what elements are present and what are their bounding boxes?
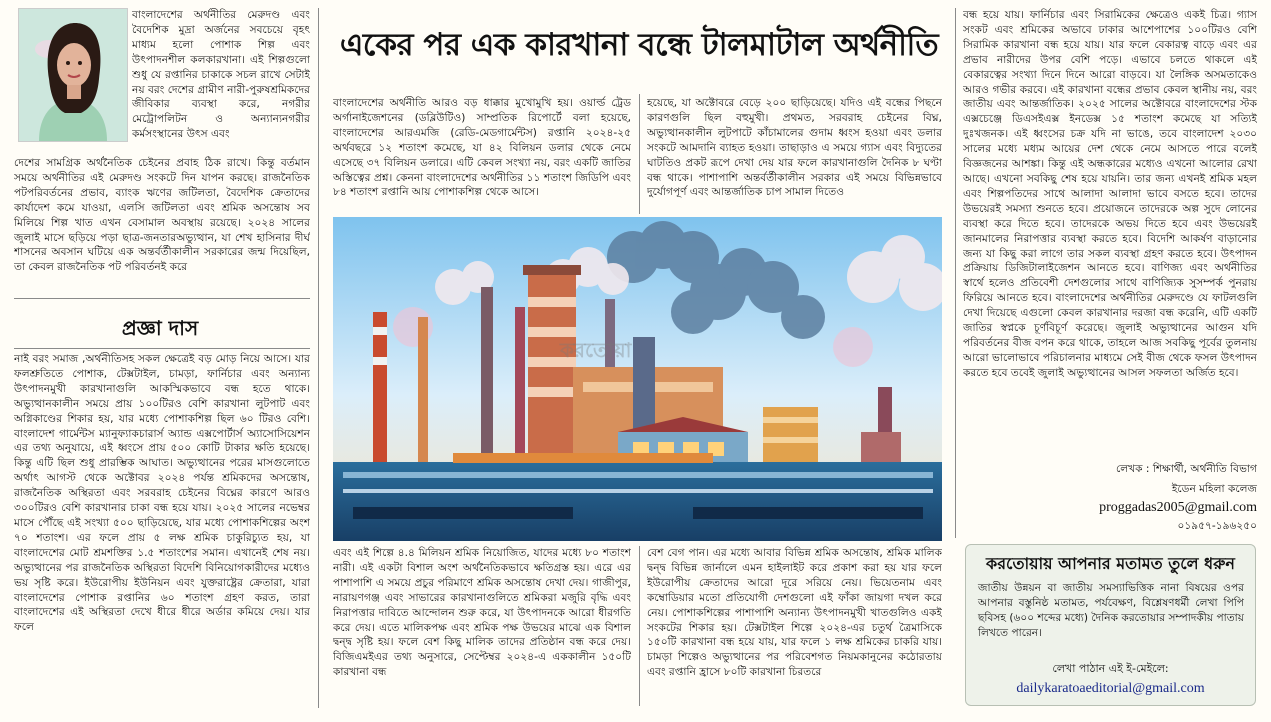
column-rule (639, 94, 640, 214)
column-rule (318, 8, 319, 708)
signature-college: ইডেন মহিলা কলেজ (1171, 483, 1257, 495)
opinion-send-label: লেখা পাঠান এই ই-মেইলে: (1052, 662, 1169, 675)
col4-text: বন্ধ হয়ে যায়। ফার্নিচার এবং সিরামিকের ক্ষেত্রেও একই চিত্র। গ্যাস সংকট এবং শ্রমিকের অভাবে ঢাকার আশেপাশের ১০০টিরও বেশি সিরামিক কারখানা বন্ধ হয়ে যায়। যার ফলে বেকারত্ব বাড়ে এবং এর প্রভাব নারীদের উপর বেশি পড়ে। এভাবে চলতে থাকলে এই বেকারত্বের সংখ্যা দিনে দিনে আরো বাড়বে। যা লৈঙ্গিক অসমতাকেও আরও গভীর করবে। এই কারখানা বন্ধের প্রভাব কেবল স্থানীয় নয়, বরং জাতীয় এবং আন্তর্জাতিক। ২০২৫ সালের অক্টোবরে বাংলাদেশের স্টক এক্সচেঞ্জে ডিএসইএক্স ইনডেক্স ১৫ শতাংশ কমেছে যা সত্যিই দুঃখজনক। এই ধ্বংসের চক্র যদি না ভাঙে, তবে বাংলাদেশ ২০৩০ সালের মধ্যে মধ্যম আয়ের দেশ থেকে নেমে আসতে পারে বলেই বিজ্ঞজনের আশঙ্কা। কিন্তু এই অন্ধকারের মধ্যেও এখনো আলোর রেখা আছে। এখনো সবকিছু শেষ হয়ে যায়নি। তার জন্য এখনই শ্রমিক মহল এবং শিল্পপতিদের সাথে আলাদা আলাদা ভাবে বসতে হবে। তাদের উভয়েরই সমস্যা শুনতে হবে। প্রয়োজনে তাদেরকে অল্প সুদে লোনের ব্যবস্থা করে দিতে হবে। তাদেরকে অভয় দিতে হবে এবং উভয়েরই জানমালের নিরাপত্তার ব্যবস্থা করতে হবে। বিদেশি আকর্ষণ বাড়ানোর জন্য যা কিছু করা লাগে তার সকল ব্যবস্থা গ্রহণ করতে হবে। উৎপাদন প্রক্রিয়ায় ডিজিটালাইজেশন আনতে হবে। বাণিজ্য এবং অর্থনীতির স্বার্থে হলেও প্রতিবেশী দেশগুলোর সাথে বাণিজ্যিক সুসম্পর্ক পুনরায় ফিরিয়ে আনতে হবে। বাংলাদেশের অর্থনীতির মেরুদণ্ডে যে ফাটলগুলি দেখা দিয়েছে এগুলো কেবল কারখানার দরজা বন্ধ করেনি, এটি একটি জাতির স্বপ্নকে চূর্ণবিচূর্ণ করেছে। জুলাই অভ্যুত্থানের আগুন যদি পরিবর্তনের বীজ বপন করে থাকে, তাহলে আজ সবকিছু পূর্বের তুলনায় আরো ভালোভাবে পরিচালনার মাধ্যমে সেই বীজ থেকে ফসল উৎপাদন করতে হবে তবেই জুলাই অভ্যুত্থানের আসল সফলতা অর্জিত হবে। (963, 9, 1257, 379)
column-rule (955, 8, 956, 538)
factory-illustration (333, 217, 942, 541)
author-photo (18, 8, 128, 142)
signature-phone: ০১৯৫৭-১৯৬২৫০ (1177, 520, 1257, 532)
headline: একের পর এক কারখানা বন্ধে টালমাটাল অর্থনীতি (339, 27, 939, 63)
col2-top: বাংলাদেশের অর্থনীতি আরও বড় ধাক্কার মুখোমুখি হয়। ওয়ার্ল্ড ট্রেড অর্গানাইজেশনের (ডব্লিউটিও) সাম্প্রতিক রিপোর্টে বলা হয়েছে, বাংলাদেশের আরএমজি (রেডি-মেডগার্মেন্টস) রপ্তানি ২০২৪-২৫ অর্থবছরে ১২ শতাংশ কমেছে, যা ৪২ বিলিয়ন ডলার থেকে নেমে এসেছে ৩৭ বিলিয়ন ডলারে। এটি কেবল সংখ্যা নয়, বরং একটি জাতির অস্তিত্বের প্রশ্ন। কেননা বাংলাদেশের অর্থনীতির ১১ শতাংশ জিডিপি এবং ৮৪ শতাংশ রপ্তানি আয় পোশাকশিল্প থেকে আসে। (333, 97, 631, 199)
factory-icon (333, 217, 942, 541)
opinion-body: জাতীয় উন্নয়ন বা জাতীয় সমস্যাভিত্তিক নানা বিষয়ের ওপর আপনার বস্তুনিষ্ঠ মতামত, পর্যবেক্ষণ, বিশ্লেষণধর্মী লেখা পিপি ছবিসহ (৬০০ শব্দের মধ্যে) দৈনিক করতোয়ার সম্পাদকীয় পাতায় লিখতে পারেন। (978, 582, 1244, 639)
col3-bottom: বেশ বেগ পান। এর মধ্যে আবার বিভিন্ন শ্রমিক অসন্তোষ, শ্রমিক মালিক দ্বন্দ্ব বিভিন্ন জার্নালে এমন হাইলাইট করে প্রকাশ করা হয় যার ফলে ইউরোপীয় ক্রেতাদের আরো দূরে সরিয়ে নেয়। ভিয়েতনাম এবং কম্বোডিয়ার মতো প্রতিযোগী দেশগুলো এই ফাঁকা জায়গা দখল করে নেয়। পোশাকশিল্পের পাশাপাশি অন্যান্য উৎপাদনমুখী খাতগুলিও একই সংকটের শিকার হয়। টেক্সটাইল শিল্পে ২০২৪-এর চতুর্থ ত্রৈমাসিকে ১৫০টি কারখানা বন্ধ হয়ে যায়, যার ফলে ১ লক্ষ শ্রমিকের চাকরি যায়। চামড়া শিল্পেও অভ্যুত্থানের পর পরিবেশগত নিয়মকানুনের কঠোরতায় এবং রপ্তানি হ্রাসে ৮০টি কারখানা চিরতরে (647, 547, 942, 679)
signature-writer: লেখক : শিক্ষার্থী, অর্থনীতি বিভাগ (1115, 463, 1257, 475)
col2-bottom: এবং এই শিল্পে ৪.৪ মিলিয়ন শ্রমিক নিয়োজিত, যাদের মধ্যে ৮০ শতাংশ নারী। এই একটা বিশাল অংশ অর্থনৈতিকভাবে ক্ষতিগ্রস্ত হয়। এরে এর পাশাপাশি এ সময়ে প্রচুর পরিমাণে শ্রমিক অসন্তোষ দেখা দেয়। গাজীপুর, নারায়ণগঞ্জ এবং সাভারের কারখানাগুলিতে শ্রমিকরা মজুরি বৃদ্ধি এবং নিরাপত্তার দাবিতে আন্দোলন শুরু করে, যা উৎপাদনকে আরো ধীরগতি করে দেয়। এতে মালিকপক্ষ এবং শ্রমিক পক্ষ উভয়ের মাঝে এক বিশাল দ্বন্দ্ব সৃষ্টি হয়। ফলে বেশ কিছু মালিক তাদের প্রতিষ্ঠান বন্ধ করে দেয়। বিজিএমইএর তথ্য অনুসারে, সেপ্টেম্বর ২০২৪-এ এককালীন ১৫০টি কারখানা বন্ধ (333, 547, 631, 679)
watermark: করতোয়া (560, 338, 632, 362)
author-portrait-icon (19, 9, 127, 141)
column-rule (639, 546, 640, 706)
divider (14, 298, 310, 299)
signature-email[interactable]: proggadas2005@gmail.com (1099, 500, 1257, 515)
col1-para3: নাই বরং সমাজ ,অর্থনীতিসহ সকল ক্ষেত্রেই বড় মোড় নিয়ে আসে। যার ফলশ্রুতিতে পোশাক, টেক্সটাইল, চামড়া, ফার্নিচার এবং অন্যান্য উৎপাদনমুখী কারখানাগুলি আকস্মিকভাবে বন্ধ হতে থাকে। অভ্যুত্থানকালীন সময়ে প্রায় ১০০টিরও বেশি কারখানা লুটপাট এবং অগ্নিকাণ্ডের শিকার হয়, যার মধ্যে পোশাকশিল্প ছিল ৬০ টিরও বেশি। বাংলাদেশ গার্মেন্টস ম্যানুফ্যাকচারার্স অ্যান্ড এক্সপোর্টার্স অ্যাসোসিয়েশন এর তথ্য অনুযায়ে, এই ধ্বংসে প্রায় ৫০০ কোটি টাকার ক্ষতি হয়েছে। কিন্তু এটি ছিল শুধু প্রারম্ভিক আঘাত। অভ্যুত্থানের পরের মাসগুলোতে অর্থাৎ আগস্ট থেকে অক্টোবর ২০২৪ পর্যন্ত শ্রমিকদের অসন্তোষ, রাজনৈতিক অস্থিরতা এবং সরবরাহ চেইনের বিঘ্নের কারণে আরও ৩০০টিরও বেশি কারখানার চাকা বন্ধ হয়ে যায়। ২০২৫ সালের নভেম্বর মাসে পৌঁছে এই সংখ্যা ৫০০ ছাড়িয়েছে, যার মধ্যে পোশাকশিল্পের অংশ ৭০ শতাংশ। এর ফলে প্রায় ৫ লক্ষ শ্রমিক চাকুরিচ্যুত হয়, যা বাংলাদেশের মোট শ্রমশক্তির ১.৫ শতাংশের সমান। এখানেই শেষ নয়। অভ্যুত্থানের পর রাজনৈতিক অস্থিরতা বিদেশি বিনিয়োগকারীদের মধ্যেও ভয় সৃষ্টি করে। ইউরোপীয় ইউনিয়ন এবং যুক্তরাষ্ট্রের ক্রেতারা, যারা বাংলাদেশের পোশাক রপ্তানির ৬০ শতাংশ গ্রহণ করত, তারা বাংলাদেশের এই অস্থিরতা দেখে ধীরে ধীরে অর্ডার কমিয়ে দেয়। যার ফলে (14, 353, 310, 634)
opinion-email-link[interactable]: dailykaratoaeditorial@gmail.com (1016, 681, 1205, 696)
divider (14, 348, 310, 349)
col3-top: হয়েছে, যা অক্টোবরে বেড়ে ২০০ ছাড়িয়েছে। যদিও এই বন্ধের পিছনে কারণগুলি ছিল বহুমুখী। প্রথমত, সরবরাহ চেইনের বিঘ্ন, অভ্যুত্থানকালীন লুটপাটে কাঁচামালের গুদাম ধ্বংস হওয়া এবং ডলার সংকটে আমদানি ব্যাহত হওয়া। তাছাড়াও এ সময়ে গ্যাস এবং বিদ্যুতের ঘাটতিও প্রকট রূপে দেখা দেয় যার ফলে কারখানাগুলি দৈনিক ৮ ঘণ্টা বন্ধ থাকে। পাশাপাশি অন্তর্বর্তীকালীন সরকার এই সময়ে বিভিন্নভাবে দুর্যোগপূর্ণ এবং আন্তর্জাতিক চাপ সামাল দিতেও (647, 97, 942, 199)
opinion-box (965, 544, 1256, 706)
col1-intro: বাংলাদেশের অর্থনীতির মেরুদণ্ড এবং বৈদেশিক মুদ্রা অর্জনের সবচেয়ে বৃহৎ মাধ্যম হলো পোশাক শিল্প এবং উৎপাদনশীল কলকারখানা। এই শিল্পগুলো শুধু যে রপ্তানির চাকাকে সচল রাখে সেটাই নয় বরং দেশের গ্রামীণ নারী-পুরুষশ্রমিকদের জীবিকার ব্যবস্থা করে, নগরীর মেট্রোপলিটন ও অন্যান্যনগরীর কর্মসংস্থানের উৎস এবং (132, 9, 310, 141)
opinion-title: করতোয়ায় আপনার মতামত তুলে ধরুন (986, 554, 1235, 573)
author-name: প্রজ্ঞা দাস (121, 316, 199, 340)
col1-para2: দেশের সামগ্রিক অর্থনৈতিক চেইনের প্রবাহ ঠিক রাখে। কিন্তু বর্তমান সময়ে অর্থনীতির এই মেরুদণ্ড সংকটে দিন যাপন করছে। রাজনৈতিক পটপরিবর্তনের প্রভাব, ব্যাংক ঋণের জটিলতা, বৈদেশিক ক্রেতাদের কার্যাদেশ কমে যাওয়া, এলসি জটিলতা এবং শ্রমিক অসন্তোষ সব মিলিয়ে শিল্প খাত এখন বেসামাল অবস্থায় রয়েছে। ২০২৪ সালের জুলাই মাসে ছড়িয়ে পড়া ছাত্র-জনতারঅভ্যুত্থান, যা শেখ হাসিনার দীর্ঘ শাসনের অবসান ঘটিয়ে এক অন্তর্বর্তীকালীন সরকারের জন্ম দিয়েছিল, তা কেবল রাজনৈতিক পট পরিবর্তনই করে (14, 157, 310, 274)
